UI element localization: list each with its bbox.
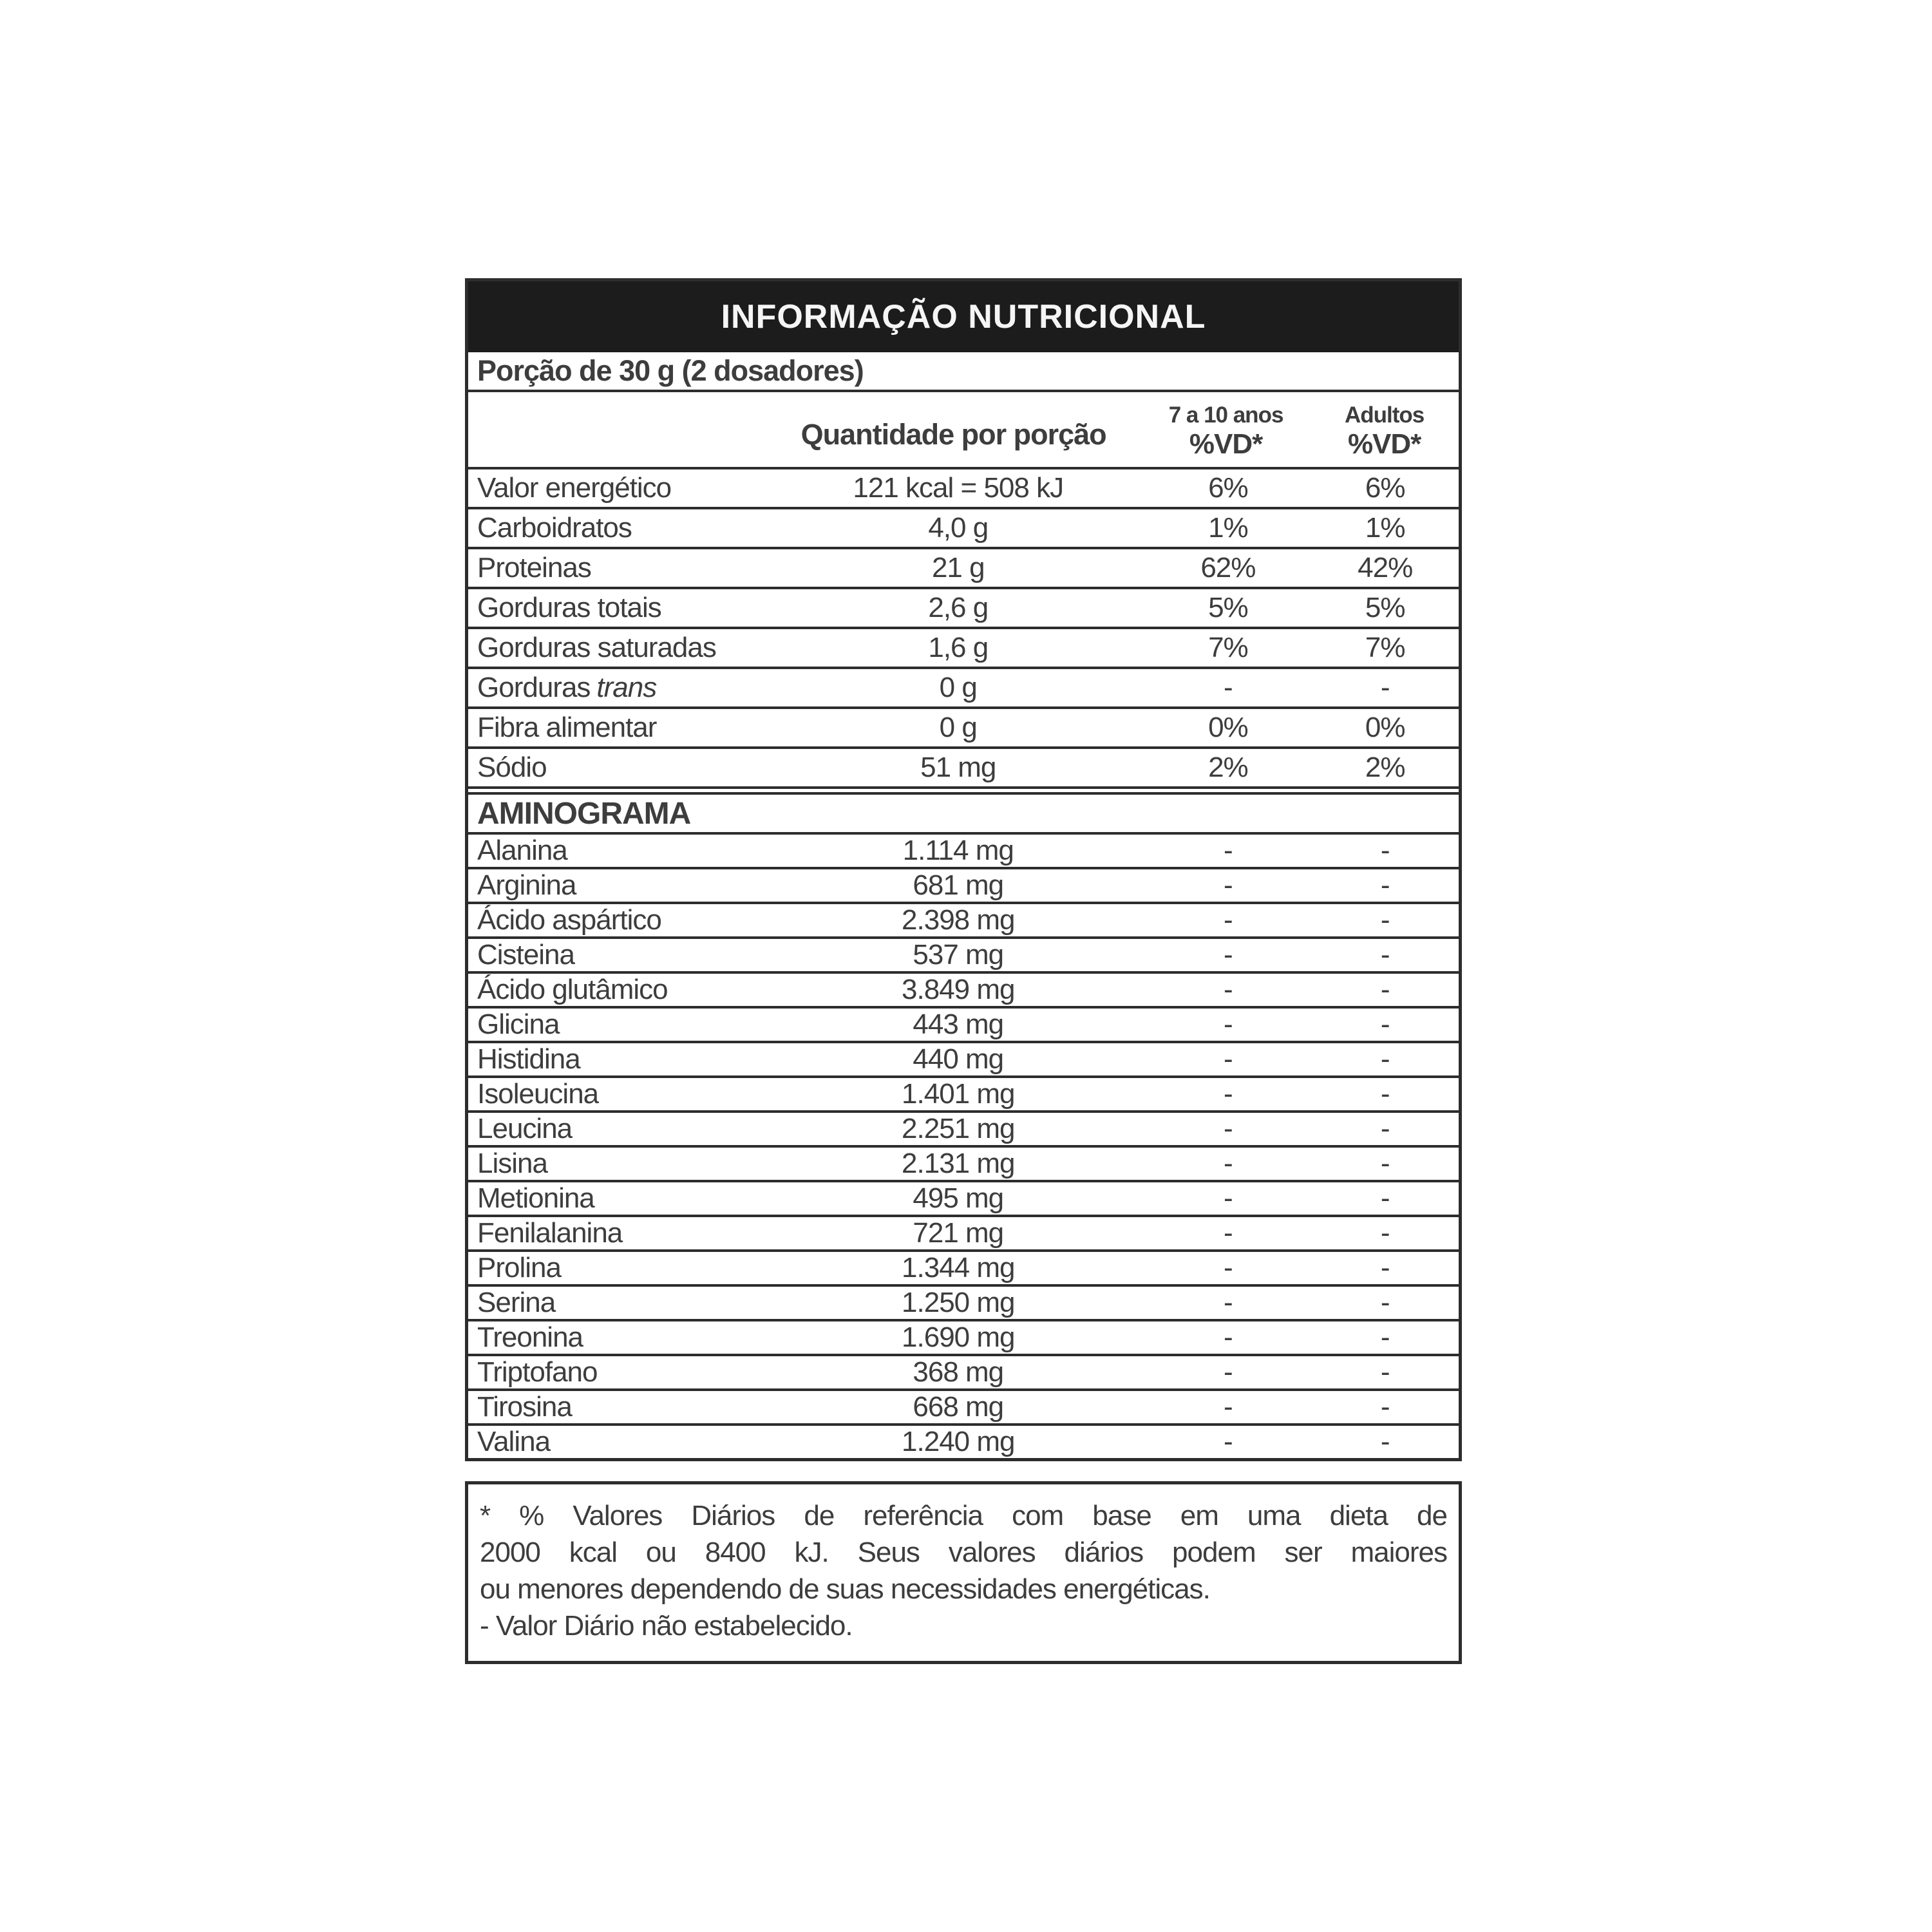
nutrient-label: Gorduras saturadas [477, 632, 716, 663]
header-quantity: Quantidade por porção [800, 418, 1106, 451]
nutrient-amount: 121 kcal = 508 kJ [853, 472, 1064, 504]
amino-amount: 1.250 mg [902, 1287, 1015, 1318]
amino-label: Arginina [477, 869, 576, 901]
amino-amount: 2.131 mg [902, 1148, 1015, 1179]
amino-label: Leucina [477, 1113, 573, 1144]
vd-adults: - [1380, 1252, 1390, 1283]
vd-adults: - [1380, 835, 1390, 866]
amino-row [468, 1287, 1459, 1321]
nutrient-label [468, 672, 772, 704]
nutrient-amount: 21 g [931, 552, 985, 583]
vd-adults: - [1380, 1217, 1390, 1249]
vd-adults: - [1380, 1078, 1390, 1110]
vd-adults: - [1380, 939, 1390, 971]
header-adults-vd: %VD* [1347, 428, 1421, 460]
nutrient-label: Proteinas [477, 552, 591, 583]
amino-row [468, 1182, 1459, 1217]
header-kids-group: 7 a 10 anos [1168, 402, 1283, 428]
footnote-line: - Valor Diário não estabelecido. [480, 1610, 853, 1642]
amino-row [468, 1217, 1459, 1252]
vd-kids: - [1224, 1217, 1233, 1249]
amino-label: Ácido glutâmico [477, 974, 668, 1005]
vd-adults: 5% [1365, 592, 1405, 623]
amino-row [468, 904, 1459, 939]
nutrient-amount: 51 mg [920, 752, 996, 783]
nutrient-row [468, 669, 1459, 709]
amino-amount: 1.401 mg [902, 1078, 1015, 1110]
amino-amount: 537 mg [913, 939, 1004, 971]
column-header-row [468, 392, 1459, 469]
amino-amount: 1.690 mg [902, 1321, 1015, 1353]
nutrient-row [468, 549, 1459, 589]
amino-row [468, 1148, 1459, 1182]
vd-adults: 1% [1365, 512, 1405, 544]
footnote-line: * % Valores Diários de referência com base em uma dieta de [480, 1500, 1447, 1531]
amino-label: Fenilalanina [477, 1217, 623, 1249]
amino-row [468, 1009, 1459, 1043]
vd-kids: - [1224, 835, 1233, 866]
vd-adults: - [1380, 1287, 1390, 1318]
amino-amount: 721 mg [913, 1217, 1004, 1249]
amino-amount: 1.114 mg [902, 835, 1014, 866]
nutrient-label: Fibra alimentar [477, 712, 657, 743]
vd-kids: - [1224, 1009, 1233, 1040]
serving-row [468, 352, 1459, 392]
nutrient-row [468, 469, 1459, 509]
vd-kids: - [1224, 904, 1233, 936]
amino-label: Alanina [477, 835, 567, 866]
nutrient-row [468, 629, 1459, 669]
vd-adults: - [1380, 904, 1390, 936]
nutrient-amount: 0 g [939, 712, 977, 743]
nutrient-row [468, 749, 1459, 789]
nutrient-label: Sódio [477, 752, 547, 783]
amino-label: Prolina [477, 1252, 561, 1283]
amino-amount: 2.398 mg [902, 904, 1015, 936]
amino-row [468, 939, 1459, 974]
vd-adults: - [1380, 869, 1390, 901]
vd-adults: - [1380, 974, 1390, 1005]
amino-label: Metionina [477, 1182, 594, 1214]
amino-label: Tirosina [477, 1391, 572, 1423]
nutrient-label-text: Gorduras [477, 672, 591, 703]
vd-kids: - [1224, 1391, 1233, 1423]
amino-label: Serina [477, 1287, 556, 1318]
nutrient-amount: 4,0 g [928, 512, 989, 544]
vd-adults: 7% [1365, 632, 1405, 663]
nutrient-label: Gorduras totais [477, 592, 661, 623]
amino-row [468, 974, 1459, 1009]
vd-kids: - [1224, 1148, 1233, 1179]
vd-adults: - [1380, 1043, 1390, 1075]
vd-kids: 7% [1208, 632, 1248, 663]
table-title-bar [468, 281, 1459, 352]
amino-label: Triptofano [477, 1356, 598, 1388]
footnote-line: 2000 kcal ou 8400 kJ. Seus valores diários podem ser maiores [480, 1537, 1447, 1568]
amino-row [468, 869, 1459, 904]
nutrient-label-italic: trans [596, 672, 657, 703]
header-adults [1310, 402, 1459, 460]
amino-amount: 3.849 mg [902, 974, 1015, 1005]
vd-kids: - [1224, 869, 1233, 901]
header-adults-group: Adultos [1344, 402, 1425, 428]
vd-kids: - [1224, 1287, 1233, 1318]
vd-kids: - [1224, 1113, 1233, 1144]
vd-kids: - [1224, 1043, 1233, 1075]
vd-adults: - [1380, 1391, 1390, 1423]
vd-adults: - [1380, 1148, 1390, 1179]
vd-kids: 2% [1208, 752, 1248, 783]
nutrient-row [468, 509, 1459, 549]
vd-kids: - [1224, 1426, 1233, 1457]
amino-row [468, 835, 1459, 869]
nutrient-amount: 1,6 g [928, 632, 989, 663]
amino-label: Lisina [477, 1148, 547, 1179]
vd-adults: 2% [1365, 752, 1405, 783]
vd-kids: 5% [1208, 592, 1248, 623]
vd-adults: - [1380, 1356, 1390, 1388]
vd-adults: - [1380, 1426, 1390, 1457]
amino-row [468, 1391, 1459, 1426]
aminogram-section [468, 835, 1459, 1458]
nutrient-amount: 0 g [939, 672, 977, 703]
vd-kids: - [1224, 939, 1233, 971]
vd-kids: - [1224, 1252, 1233, 1283]
nutrient-row [468, 709, 1459, 749]
amino-label: Histidina [477, 1043, 580, 1075]
vd-kids: - [1224, 672, 1233, 703]
vd-kids: - [1224, 1078, 1233, 1110]
nutrient-amount: 2,6 g [928, 592, 989, 623]
amino-row [468, 1043, 1459, 1078]
vd-adults: 42% [1358, 552, 1413, 583]
vd-adults: - [1380, 1009, 1390, 1040]
serving-text: Porção de 30 g (2 dosadores) [477, 354, 864, 387]
vd-adults: - [1380, 1113, 1390, 1144]
vd-kids: - [1224, 1356, 1233, 1388]
amino-amount: 668 mg [913, 1391, 1004, 1423]
amino-label: Glicina [477, 1009, 560, 1040]
vd-kids: - [1224, 1182, 1233, 1214]
amino-row [468, 1252, 1459, 1287]
amino-label: Treonina [477, 1321, 583, 1353]
amino-row [468, 1321, 1459, 1356]
amino-label: Valina [477, 1426, 551, 1457]
vd-kids: 1% [1208, 512, 1248, 544]
amino-amount: 1.344 mg [902, 1252, 1015, 1283]
header-kids-vd: %VD* [1189, 428, 1263, 460]
footnote-box [465, 1481, 1462, 1664]
nutrition-table [465, 278, 1462, 1461]
amino-label: Cisteina [477, 939, 574, 971]
vd-kids: 62% [1200, 552, 1256, 583]
vd-kids: 0% [1208, 712, 1248, 743]
vd-adults: - [1380, 1182, 1390, 1214]
amino-amount: 443 mg [913, 1009, 1004, 1040]
amino-row [468, 1356, 1459, 1391]
amino-amount: 495 mg [913, 1182, 1004, 1214]
amino-label: Isoleucina [477, 1078, 599, 1110]
amino-row [468, 1078, 1459, 1113]
amino-row [468, 1426, 1459, 1458]
vd-kids: 6% [1208, 472, 1248, 504]
vd-adults: 0% [1365, 712, 1405, 743]
amino-amount: 368 mg [913, 1356, 1004, 1388]
nutrient-row [468, 589, 1459, 629]
amino-amount: 681 mg [913, 869, 1004, 901]
amino-row [468, 1113, 1459, 1148]
amino-label: Ácido aspártico [477, 904, 661, 936]
amino-amount: 440 mg [913, 1043, 1004, 1075]
nutrient-label: Valor energético [477, 472, 672, 504]
table-title: INFORMAÇÃO NUTRICIONAL [721, 298, 1206, 336]
header-kids [1142, 402, 1310, 460]
vd-kids: - [1224, 1321, 1233, 1353]
footnote-line: ou menores dependendo de suas necessidades energéticas. [480, 1573, 1210, 1605]
vd-adults: 6% [1365, 472, 1405, 504]
nutrient-label: Carboidratos [477, 512, 632, 544]
aminogram-section-title: AMINOGRAMA [468, 792, 1459, 835]
vd-kids: - [1224, 974, 1233, 1005]
amino-amount: 2.251 mg [902, 1113, 1015, 1144]
vd-adults: - [1380, 1321, 1390, 1353]
vd-adults: - [1380, 672, 1390, 703]
amino-amount: 1.240 mg [902, 1426, 1015, 1457]
